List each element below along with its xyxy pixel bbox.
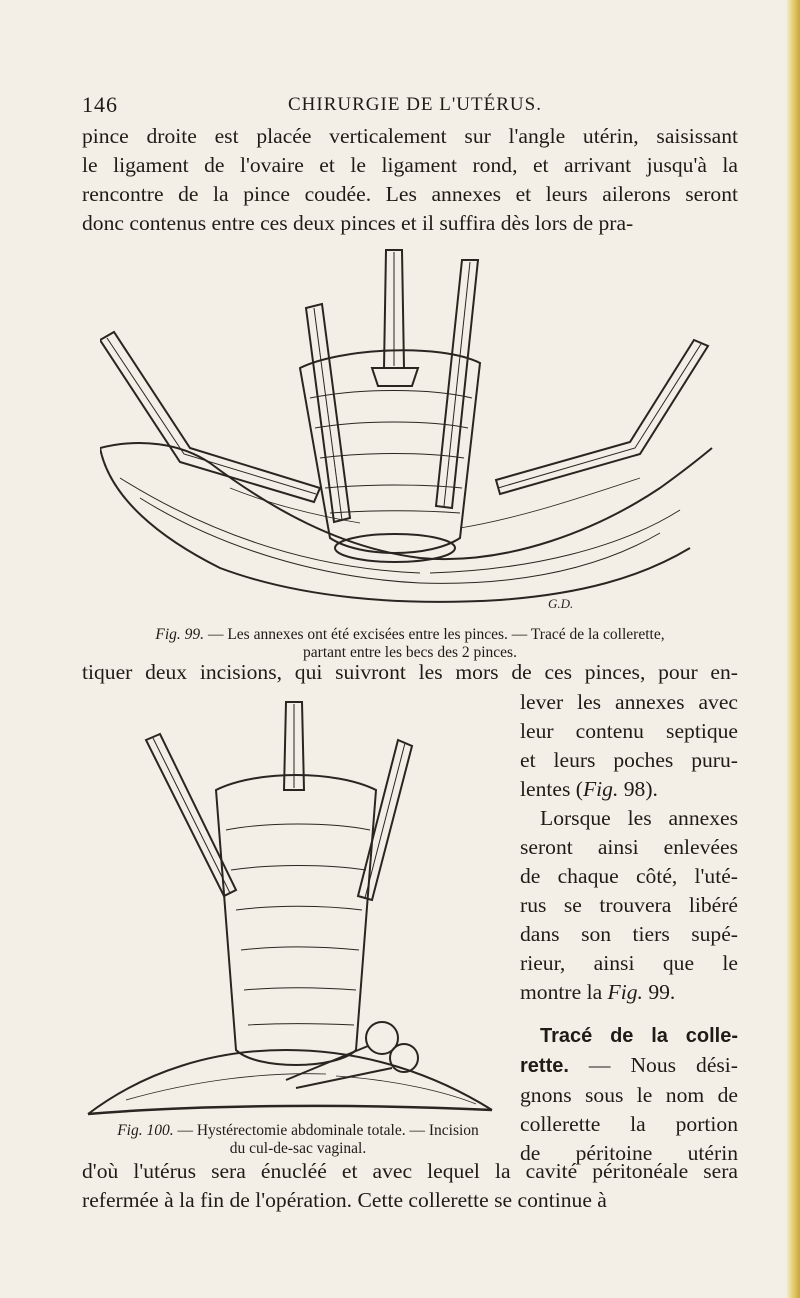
figure-100-illustration (86, 700, 494, 1118)
caption-label: Fig. 99. (155, 626, 205, 643)
text-line (520, 775, 738, 804)
text-line: le ligament de l'ovaire et le ligament rond, et arrivant jusqu'à la (82, 153, 738, 177)
caption-line (82, 1122, 514, 1140)
page-header (82, 92, 722, 122)
text-line: dans son tiers supé- (520, 922, 738, 946)
figure-99-caption (82, 626, 738, 662)
uterus-body (216, 775, 376, 1065)
text-fragment: — Nous dési- (568, 1053, 738, 1077)
text-line: seront ainsi enlevées (520, 835, 738, 859)
caption-text: — Hystérectomie abdominale totale. — Incision (177, 1122, 479, 1139)
text-fragment: 98). (618, 777, 658, 801)
side-column-text (520, 688, 738, 1168)
figure-99-signature: G.D. (548, 596, 574, 611)
text-line: refermée à la fin de l'opération. Cette collerette se continue à (82, 1188, 607, 1212)
uterus-body (300, 350, 480, 562)
caption-line (82, 626, 738, 644)
caption-line-2: du cul-de-sac vaginal. (229, 1140, 367, 1157)
peritoneal-membrane (100, 443, 712, 602)
text-fragment: montre la (520, 980, 608, 1004)
text-fragment: 99. (642, 980, 676, 1004)
left-angled-forceps (100, 332, 320, 502)
text-line: donc contenus entre ces deux pinces et il suffira dès lors de pra- (82, 211, 634, 235)
section-title: Tracé de la colle- (540, 1025, 738, 1047)
bottom-paragraph (82, 1157, 738, 1215)
text-line (520, 978, 738, 1007)
caption-label: Fig. 100. (117, 1122, 174, 1139)
text-line: rencontre de la pince coudée. Les annexes et leurs ailerons seront (82, 182, 738, 206)
text-line: pince droite est placée verticalement sur l'angle utérin, saisissant (82, 124, 738, 148)
figure-100-caption (82, 1122, 514, 1158)
text-line: de chaque côté, l'uté- (520, 864, 738, 888)
figure-reference: Fig. (582, 777, 619, 801)
caption-line-2: partant entre les becs des 2 pinces. (303, 644, 517, 661)
text-line: leur contenu septique (520, 719, 738, 743)
left-straight-forceps (306, 304, 350, 522)
caption-text: — Les annexes ont été excisées entre les pinces. — Tracé de la collerette, (207, 626, 665, 643)
text-fragment: lentes ( (520, 777, 583, 801)
text-line: d'où l'utérus sera énucléé et avec lequel la cavité péritonéale sera (82, 1159, 738, 1183)
page-edge-gilding (786, 0, 800, 1298)
text-line: rieur, ainsi que le (520, 951, 738, 975)
text-line: tiquer deux incisions, qui suivront les mors de ces pinces, pour en- (82, 660, 738, 684)
top-paragraph (82, 122, 738, 238)
right-forceps (358, 740, 412, 900)
text-line: de péritoine utérin (520, 1141, 738, 1165)
page-number: 146 (82, 92, 118, 117)
text-line: gnons sous le nom de (520, 1083, 738, 1107)
text-line: collerette la portion (520, 1112, 738, 1136)
text-line: Lorsque les annexes (540, 806, 738, 830)
figure-reference: Fig. (607, 980, 643, 1004)
text-line: rus se trouvera libéré (520, 893, 738, 917)
figure-99-illustration (100, 248, 716, 620)
right-straight-forceps (436, 260, 478, 508)
running-head: CHIRURGIE DE L'UTÉRUS. (288, 94, 542, 115)
text-line: et leurs poches puru- (520, 748, 738, 772)
central-forceps (284, 702, 304, 790)
section-title-end: rette. (520, 1055, 569, 1077)
text-line: lever les annexes avec (520, 690, 738, 714)
text-line (520, 1051, 738, 1081)
central-forceps (372, 250, 418, 386)
right-angled-forceps (496, 340, 708, 494)
vaginal-membrane (88, 1050, 492, 1114)
